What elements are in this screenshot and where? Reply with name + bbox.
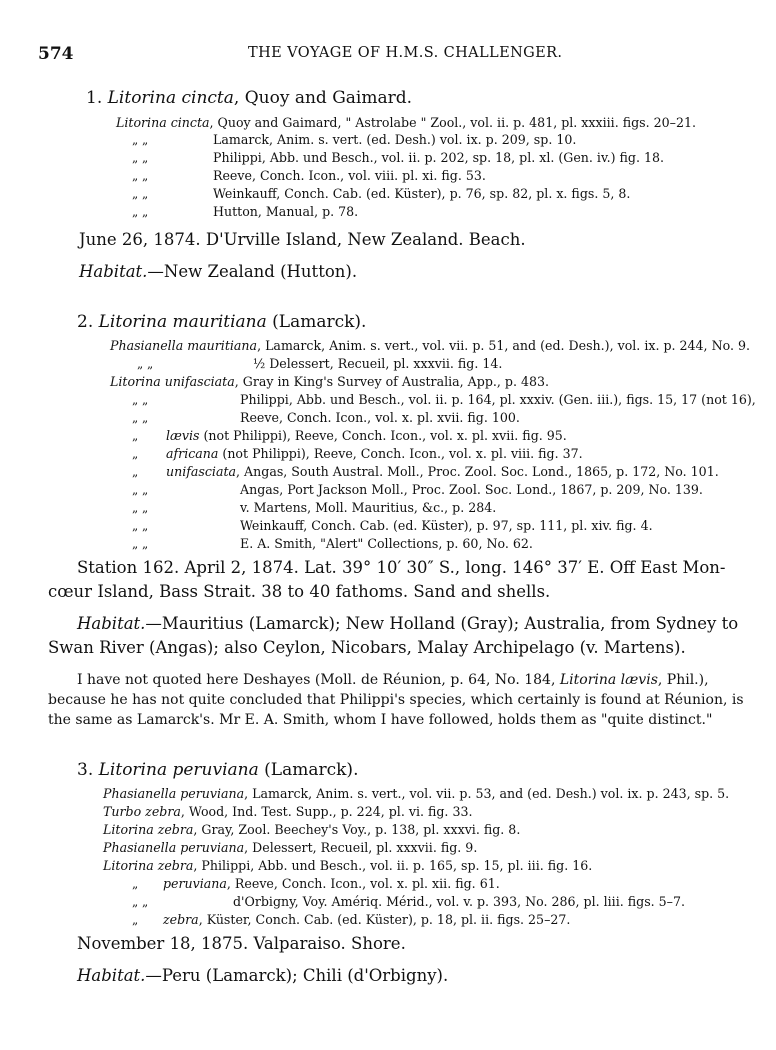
synonym-text: Reeve, Conch. Icon., vol. x. pl. xvii. fig. 100. xyxy=(240,410,520,425)
synonym-line: Litorina zebra, Philippi, Abb. und Besch., vol. ii. p. 165, sp. 15, pl. iii. fig. 16. xyxy=(103,858,593,873)
species-heading xyxy=(86,88,412,108)
synonym-line: „ xyxy=(132,447,139,461)
synonym-line: „ xyxy=(132,429,139,443)
synonym-text: Angas, Port Jackson Moll., Proc. Zool. Soc. Lond., 1867, p. 209, No. 139. xyxy=(240,482,703,497)
synonym-line: Turbo zebra, Wood, Ind. Test. Supp., p. 224, pl. vi. fig. 33. xyxy=(103,804,473,819)
station-info: June 26, 1874. D'Urville Island, New Zealand. Beach. xyxy=(79,230,526,249)
running-title: THE VOYAGE OF H.M.S. CHALLENGER. xyxy=(248,45,563,61)
synonym-text: Philippi, Abb. und Besch., vol. ii. p. 202, sp. 18, pl. xl. (Gen. iv.) fig. 18. xyxy=(213,150,664,165)
synonym-text: d'Orbigny, Voy. Amériq. Mérid., vol. v. p. 393, No. 286, pl. liii. figs. 5–7. xyxy=(233,894,685,909)
synonym-text: africana (not Philippi), Reeve, Conch. Icon., vol. x. pl. viii. fig. 37. xyxy=(166,446,583,461)
synonym-text: v. Martens, Moll. Mauritius, &c., p. 284. xyxy=(240,500,497,515)
synonym-line: Litorina cincta, Quoy and Gaimard, " Astrolabe " Zool., vol. ii. p. 481, pl. xxxiii. figs. 20–21. xyxy=(116,115,696,130)
species-authority: (Lamarck). xyxy=(258,760,359,780)
station-info: Station 162. April 2, 1874. Lat. 39° 10′ 30″ S., long. 146° 37′ E. Off East Mon- xyxy=(77,558,726,577)
species-heading xyxy=(77,312,366,332)
synonym-text: lævis (not Philippi), Reeve, Conch. Icon., vol. x. pl. xvii. fig. 95. xyxy=(166,428,567,443)
synonym-line: „ xyxy=(132,877,139,891)
synonym-line: „ „ xyxy=(132,411,149,425)
synonym-line: „ „ xyxy=(132,393,149,407)
synonym-line: Litorina zebra, Gray, Zool. Beechey's Voy., p. 138, pl. xxxvi. fig. 8. xyxy=(103,822,521,837)
synonym-text: Weinkauff, Conch. Cab. (ed. Küster), p. 76, sp. 82, pl. x. figs. 5, 8. xyxy=(213,186,631,201)
synonym-text: Hutton, Manual, p. 78. xyxy=(213,204,359,219)
note-paragraph: because he has not quite concluded that Philippi's species, which certainly is found at Réunion, is xyxy=(48,692,744,708)
species-number: 3. xyxy=(77,760,94,780)
species-name: Litorina mauritiana xyxy=(98,312,267,332)
synonym-line: Phasianella peruviana, Delessert, Recueil, pl. xxxvii. fig. 9. xyxy=(103,840,478,855)
species-number: 1. xyxy=(86,88,103,108)
synonym-text: zebra, Küster, Conch. Cab. (ed. Küster), p. 18, pl. ii. figs. 25–27. xyxy=(163,912,571,927)
habitat-info: Swan River (Angas); also Ceylon, Nicobars, Malay Archipelago (v. Martens). xyxy=(48,638,686,657)
species-number: 2. xyxy=(77,312,94,332)
synonym-line: „ „ xyxy=(132,187,149,201)
synonym-line: „ „ xyxy=(132,133,149,147)
habitat-info: Habitat.—Mauritius (Lamarck); New Holland (Gray); Australia, from Sydney to xyxy=(77,614,739,633)
species-name: Litorina peruviana xyxy=(98,760,259,780)
synonym-line: Phasianella mauritiana, Lamarck, Anim. s. vert., vol. vii. p. 51, and (ed. Desh.), vol. ix. p. 244, No. 9. xyxy=(110,338,750,353)
synonym-text: E. A. Smith, "Alert" Collections, p. 60, No. 62. xyxy=(240,536,533,551)
station-info: November 18, 1875. Valparaiso. Shore. xyxy=(77,934,406,953)
species-name: Litorina cincta xyxy=(107,88,234,108)
synonym-line: „ „ xyxy=(132,205,149,219)
synonym-line: „ „ xyxy=(132,519,149,533)
synonym-line: Phasianella peruviana, Lamarck, Anim. s. vert., vol. vii. p. 53, and (ed. Desh.) vol. ix. p. 243, sp. 5. xyxy=(103,786,730,801)
synonym-line: „ „ xyxy=(132,169,149,183)
note-paragraph: the same as Lamarck's. Mr E. A. Smith, whom I have followed, holds them as "quite distinct." xyxy=(48,712,713,728)
synonym-line: „ „ xyxy=(132,151,149,165)
synonym-line: „ „ xyxy=(132,895,149,909)
synonym-line: Litorina unifasciata, Gray in King's Survey of Australia, App., p. 483. xyxy=(110,374,549,389)
species-heading xyxy=(77,760,358,780)
note-paragraph: I have not quoted here Deshayes (Moll. de Réunion, p. 64, No. 184, Litorina lævis, Phil.), xyxy=(77,672,709,688)
habitat-info: Habitat.—Peru (Lamarck); Chili (d'Orbigny). xyxy=(77,966,449,985)
synonym-line: „ „ xyxy=(137,357,154,371)
synonym-text: Weinkauff, Conch. Cab. (ed. Küster), p. 97, sp. 111, pl. xiv. fig. 4. xyxy=(240,518,653,533)
synonym-line: „ xyxy=(132,913,139,927)
species-authority: , Quoy and Gaimard. xyxy=(233,88,413,108)
synonym-text: ½ Delessert, Recueil, pl. xxxvii. fig. 14. xyxy=(253,356,503,371)
synonym-line: „ xyxy=(132,465,139,479)
synonym-line: „ „ xyxy=(132,483,149,497)
habitat-info: Habitat.—New Zealand (Hutton). xyxy=(79,262,358,281)
page-number: 574 xyxy=(38,44,74,64)
station-info: cœur Island, Bass Strait. 38 to 40 fathoms. Sand and shells. xyxy=(48,582,551,601)
synonym-text: Reeve, Conch. Icon., vol. viii. pl. xi. fig. 53. xyxy=(213,168,486,183)
synonym-text: unifasciata, Angas, South Austral. Moll., Proc. Zool. Soc. Lond., 1865, p. 172, No. 101. xyxy=(166,464,719,479)
synonym-line: „ „ xyxy=(132,537,149,551)
synonym-text: Lamarck, Anim. s. vert. (ed. Desh.) vol. ix. p. 209, sp. 10. xyxy=(213,132,577,147)
synonym-line: „ „ xyxy=(132,501,149,515)
synonym-text: Philippi, Abb. und Besch., vol. ii. p. 164, pl. xxxiv. (Gen. iii.), figs. 15, 17 (not 16), xyxy=(240,392,756,407)
synonym-text: peruviana, Reeve, Conch. Icon., vol. x. pl. xii. fig. 61. xyxy=(163,876,500,891)
species-authority: (Lamarck). xyxy=(266,312,367,332)
